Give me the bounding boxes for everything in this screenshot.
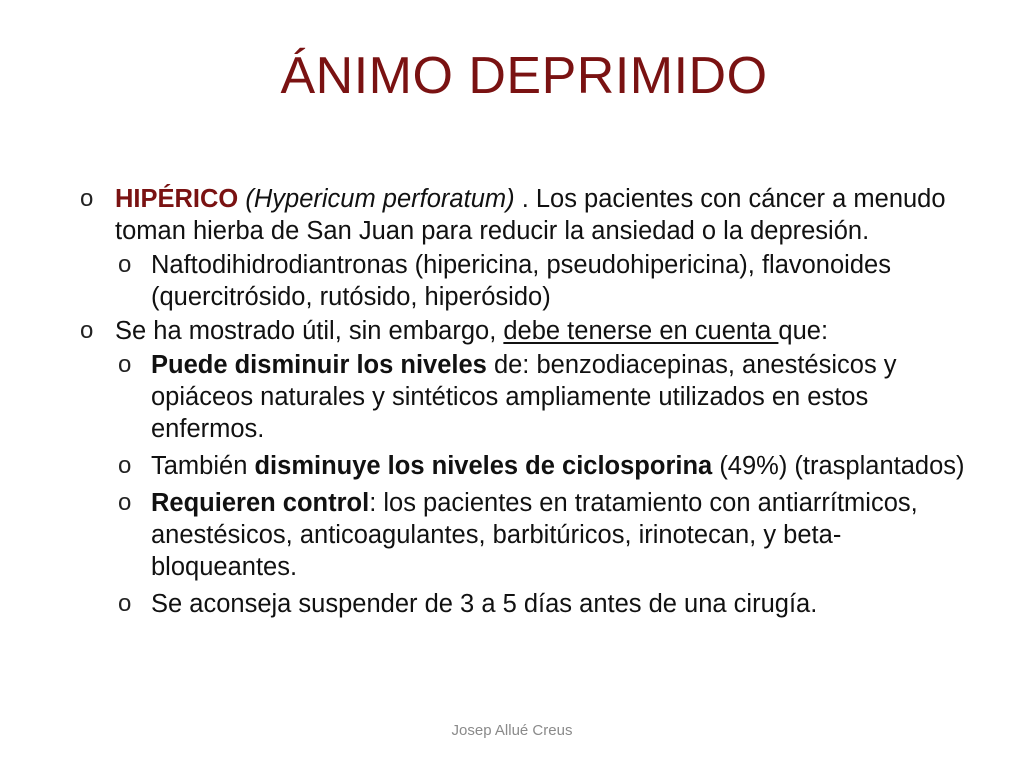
item-latin-name: (Hypericum perforatum) (245, 185, 515, 213)
item-text: de: benzodiacepinas, anestésicos y opiáceos naturales y sintéticos ampliamente utilizados en estos enfermos. (151, 351, 897, 443)
bullet-circle-icon: o (118, 351, 132, 378)
sub-bullet-item-ciclosporina (80, 450, 980, 482)
bullet-circle-icon: o (118, 452, 132, 479)
bullet-circle-icon: o (80, 185, 94, 212)
item-text-pre: Se ha mostrado útil, sin embargo, (115, 317, 504, 345)
sub-bullet-item-surgery (80, 588, 980, 620)
item-text-post: que: (778, 317, 829, 345)
slide-title: ÁNIMO DEPRIMIDO (280, 47, 768, 105)
sub-bullet-item-levels (80, 349, 980, 445)
item-bold-text: disminuye los niveles de ciclosporina (254, 452, 713, 480)
bullet-circle-icon: o (80, 317, 94, 344)
bullet-circle-icon: o (118, 489, 132, 516)
item-bold-text: Puede disminuir los niveles (151, 351, 487, 379)
bullet-item-warning (80, 315, 980, 347)
sub-bullet-item-control (80, 487, 980, 583)
item-heading: HIPÉRICO (115, 185, 239, 213)
bullet-circle-icon: o (118, 590, 132, 617)
item-text: : los pacientes en tratamiento con antiarrítmicos, anestésicos, anticoagulantes, barbitúricos, irinotecan, y beta-bloqueantes. (151, 489, 918, 581)
bullet-item-hiperico (80, 183, 980, 247)
item-bold-text: Requieren control (151, 489, 370, 517)
sub-bullet-item-compounds (80, 249, 980, 313)
bullet-circle-icon: o (118, 251, 132, 278)
item-text: Naftodihidrodiantronas (hipericina, pseudohipericina), flavonoides (quercitrósido, rutósido, hiperósido) (151, 251, 891, 311)
slide-footer: Josep Allué Creus (451, 722, 573, 739)
bullet-list (80, 183, 980, 620)
item-text: . Los pacientes con cáncer a menudo toman hierba de San Juan para reducir la ansiedad o la depresión. (115, 185, 946, 245)
item-text-post: (49%) (trasplantados) (712, 452, 965, 480)
item-text-pre: También (151, 452, 255, 480)
item-text: Se aconseja suspender de 3 a 5 días antes de una cirugía. (151, 590, 818, 618)
item-underlined-text: debe tenerse en cuenta (503, 317, 779, 345)
